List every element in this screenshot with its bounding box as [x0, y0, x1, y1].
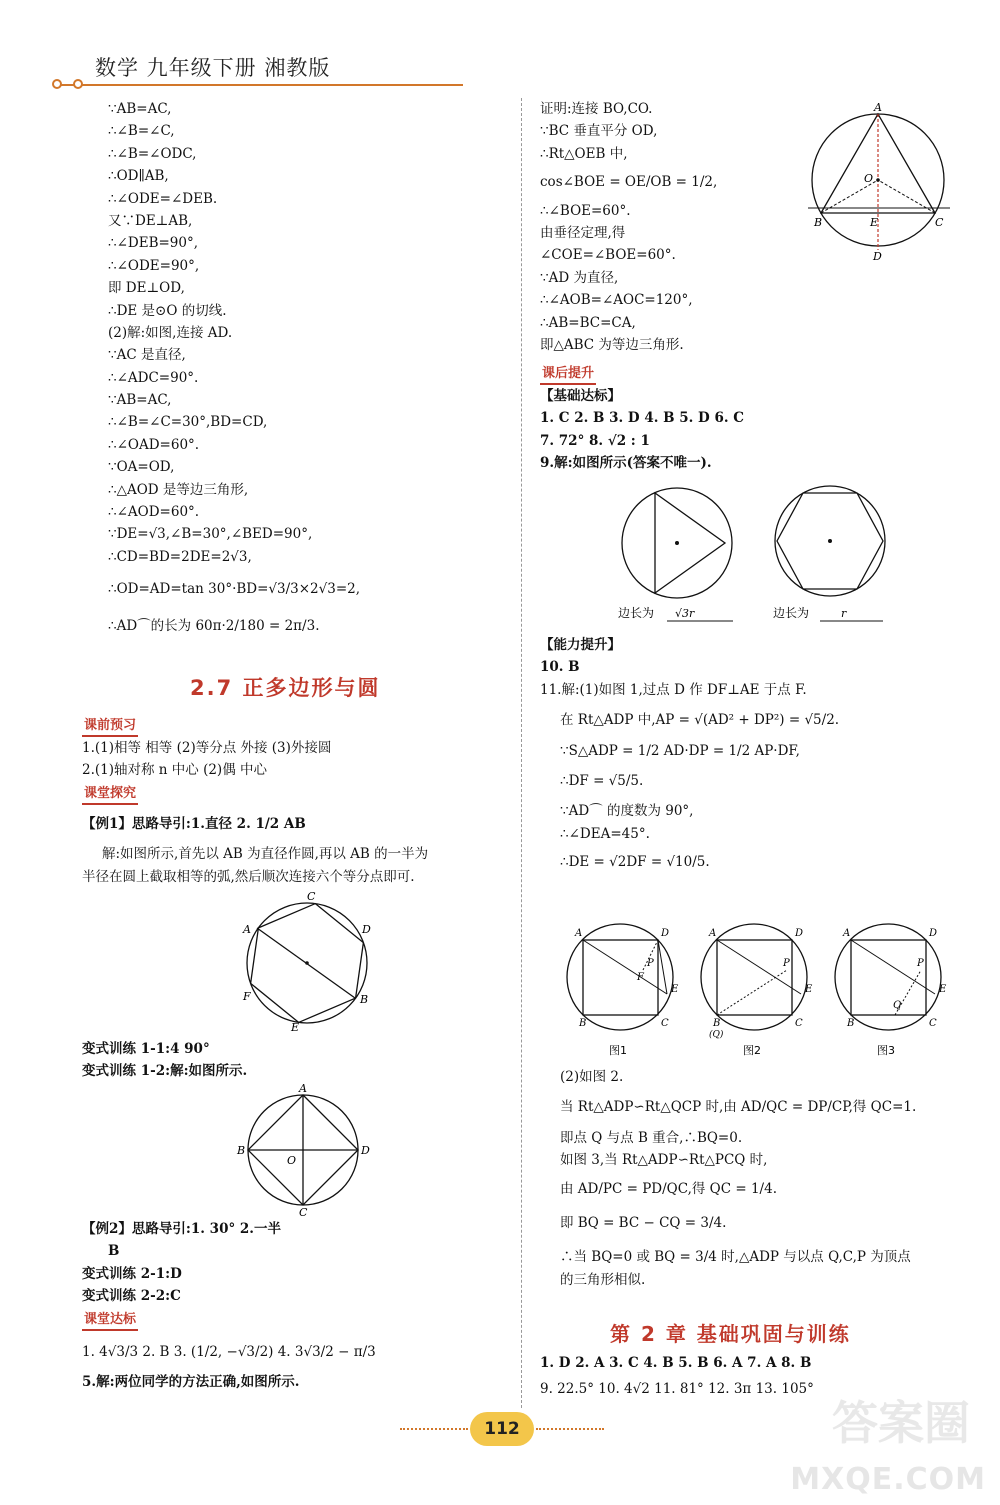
- point-label: P: [783, 958, 790, 969]
- point-label: E: [870, 216, 879, 229]
- text-line: 1. 4√3/3 2. B 3. (1/2, −√3/2) 4. 3√3/2 − π/3: [82, 1343, 376, 1360]
- text-line: 1.(1)相等 相等 (2)等分点 外接 (3)外接圆: [82, 740, 332, 756]
- text-line: ∴∠B=∠C,: [108, 123, 175, 140]
- point-label: D: [795, 928, 804, 939]
- text-line: ∴∠BOE=60°.: [540, 202, 631, 219]
- point-label: A: [575, 928, 583, 939]
- text-line: (2)如图 2.: [560, 1069, 624, 1085]
- text-line: 变式训练 2-2:C: [82, 1288, 181, 1305]
- caption: 边长为: [618, 606, 655, 620]
- text-line: ∴∠DEB=90°,: [108, 235, 199, 252]
- point-label: D: [362, 923, 371, 936]
- text-line: ∵AC 是直径,: [108, 347, 186, 364]
- point-label: A: [243, 923, 251, 936]
- text-line: ∵OA=OD,: [108, 459, 175, 476]
- text-line: ∠COE=∠BOE=60°.: [540, 247, 676, 264]
- text-line: ∵BC 垂直平分 OD,: [540, 123, 658, 140]
- figure-caption: 图2: [743, 1044, 761, 1057]
- point-label: A: [874, 101, 882, 114]
- watermark-logo: 答案圈: [832, 1396, 970, 1450]
- left-lower-column: [82, 714, 512, 888]
- text-line: ∴∠AOB=∠AOC=120°,: [540, 292, 693, 309]
- text-line: 即 BQ = BC − CQ = 3/4.: [560, 1214, 727, 1231]
- text-line: ∵AB=AC,: [108, 392, 172, 409]
- header-rule: [58, 84, 463, 86]
- text-line: 又∵DE⊥AB,: [108, 212, 193, 229]
- text-line: ∴DE 是⊙O 的切线.: [108, 302, 227, 319]
- text-line: 1. C 2. B 3. D 4. B 5. D 6. C: [540, 410, 744, 427]
- text-line: ∴∠ADC=90°.: [108, 369, 199, 386]
- proof-lines: [108, 98, 508, 568]
- text-line: 即点 Q 与点 B 重合,∴BQ=0.: [560, 1129, 743, 1146]
- point-label: E: [939, 984, 947, 995]
- section-tag: 课堂探究: [82, 785, 138, 805]
- text-line: 由垂径定理,得: [540, 224, 626, 241]
- text-line: ∵AB=AC,: [108, 101, 172, 117]
- caption-value: r: [841, 607, 847, 620]
- text-line: 解:如图所示,首先以 AB 为直径作圆,再以 AB 的一半为: [102, 846, 429, 863]
- ability-block: [540, 634, 970, 874]
- text-line: ∴△AOD 是等边三角形,: [108, 481, 249, 498]
- watermark-text: MXQE.COM: [790, 1462, 986, 1497]
- text-line: ∴∠B=∠ODC,: [108, 145, 197, 162]
- point-label: O: [287, 1154, 297, 1167]
- fig9-figure: [615, 485, 905, 630]
- point-label: F: [637, 972, 644, 983]
- text-line: 10. B: [540, 659, 580, 676]
- example-2-block: [82, 1218, 502, 1393]
- text-line: ∴DE = √2DF = √10/5.: [560, 854, 710, 871]
- page-number: 112: [470, 1412, 534, 1446]
- point-label: A: [709, 928, 717, 939]
- header-dot-icon: [52, 79, 62, 89]
- text-line: 5.解:两位同学的方法正确,如图所示.: [82, 1373, 300, 1390]
- square-in-circle-figure: [235, 1082, 375, 1217]
- point-label: D: [661, 928, 670, 939]
- text-line: 当 Rt△ADP∽Rt△QCP 时,由 AD/QC = DP/CP,得 QC=1.: [560, 1099, 917, 1116]
- after-class-block: [540, 362, 970, 475]
- text-line: ∵S△ADP = 1/2 AD·DP = 1/2 AP·DF,: [560, 742, 800, 759]
- variant-block: [82, 1038, 247, 1083]
- caption: 边长为: [773, 606, 810, 620]
- text-line: 证明:连接 BO,CO.: [540, 101, 653, 117]
- text-line: ∴∠OAD=60°.: [108, 436, 200, 453]
- section-tag: 课堂达标: [82, 1311, 138, 1331]
- point-label: B: [360, 993, 369, 1006]
- section-tag: 课前预习: [82, 717, 138, 737]
- text-line: 变式训练 1-1:4 90°: [82, 1041, 210, 1057]
- section-tag: 课后提升: [540, 365, 596, 385]
- point-label: C: [299, 1206, 308, 1217]
- text-line: 即 DE⊥OD,: [108, 280, 185, 297]
- header-dot-icon: [73, 79, 83, 89]
- text-line: ∴CD=BD=2DE=2√3,: [108, 548, 252, 565]
- point-label: B: [814, 216, 823, 229]
- text-line: 如图 3,当 Rt△ADP∽Rt△PCQ 时,: [560, 1152, 768, 1169]
- text-line: 【例2】思路导引:1. 30° 2.一半: [82, 1221, 281, 1237]
- triangle-figure: [800, 100, 970, 265]
- text-line: ∴∠B=∠C=30°,BD=CD,: [108, 414, 268, 431]
- point-label: D: [873, 250, 882, 263]
- point-label: B: [579, 1018, 587, 1029]
- text-line: ∴∠ODE=90°,: [108, 257, 200, 274]
- point-label: O: [864, 172, 874, 185]
- text-line: 9.解:如图所示(答案不唯一).: [540, 455, 712, 472]
- chapter-title: 第 2 章 基础巩固与训练: [610, 1322, 851, 1346]
- example-line: 【例1】思路导引:1.直径 2. 1/2 AB: [82, 815, 306, 832]
- text-line: 【能力提升】: [540, 637, 621, 653]
- formula-line: cos∠BOE = OE/OB = 1/2,: [540, 174, 718, 191]
- point-label: C: [307, 890, 316, 903]
- text-line: ∴AB=BC=CA,: [540, 314, 636, 331]
- point-label: P: [647, 958, 654, 969]
- text-line: ∵AD⌒ 的度数为 90°,: [560, 803, 694, 820]
- text-line: ∴∠DEA=45°.: [560, 825, 650, 842]
- text-line: ∴Rt△OEB 中,: [540, 145, 628, 162]
- text-line: 变式训练 1-2:解:如图所示.: [82, 1063, 248, 1080]
- q11-part2: [560, 1066, 970, 1291]
- point-label: B: [237, 1144, 246, 1157]
- text-line: 半径在圆上截取相等的弧,然后顺次连接六个等分点即可.: [82, 868, 415, 885]
- column-divider: [521, 98, 522, 1408]
- text-line: ∴∠AOD=60°.: [108, 504, 200, 521]
- formula-line: ∴AD⌒的长为 60π·2/180 = 2π/3.: [108, 617, 320, 634]
- point-label: (Q): [709, 1030, 724, 1040]
- text-line: (2)解:如图,连接 AD.: [108, 324, 233, 341]
- point-label: C: [795, 1018, 803, 1029]
- left-column: [108, 98, 508, 637]
- text-line: 的三角形相似.: [560, 1271, 646, 1288]
- text-line: 【基础达标】: [540, 388, 621, 404]
- fig11-figures: [565, 922, 955, 1062]
- point-label: B: [713, 1018, 721, 1029]
- point-label: C: [929, 1018, 937, 1029]
- figure-caption: 图3: [877, 1044, 895, 1057]
- caption-value: √3r: [675, 607, 695, 620]
- hexagon-figure: [235, 888, 385, 1038]
- point-label: D: [929, 928, 938, 939]
- point-label: E: [291, 1021, 300, 1034]
- point-label: E: [671, 984, 679, 995]
- point-label: C: [935, 216, 944, 229]
- text-line: ∵DE=√3,∠B=30°,∠BED=90°,: [108, 526, 313, 543]
- page-number-rule: [400, 1428, 468, 1432]
- text-line: 9. 22.5° 10. 4√2 11. 81° 12. 3π 13. 105°: [540, 1381, 814, 1398]
- figure-caption: 图1: [609, 1044, 627, 1057]
- section-title: 2.7 正多边形与圆: [190, 676, 381, 700]
- formula-line: ∴OD=AD=tan 30°·BD=√3/3×2√3=2,: [108, 581, 361, 598]
- point-label: E: [805, 984, 813, 995]
- point-label: P: [917, 958, 924, 969]
- text-line: ∴OD∥AB,: [108, 168, 169, 185]
- text-line: 11.解:(1)如图 1,过点 D 作 DF⊥AE 于点 F.: [540, 681, 807, 698]
- point-label: F: [243, 990, 251, 1003]
- text-line: ∵AD 为直径,: [540, 269, 619, 286]
- text-line: 1. D 2. A 3. C 4. B 5. B 6. A 7. A 8. B: [540, 1355, 812, 1371]
- text-line: 2.(1)轴对称 n 中心 (2)偶 中心: [82, 762, 267, 779]
- text-line: ∴∠ODE=∠DEB.: [108, 190, 218, 207]
- text-line: 即△ABC 为等边三角形.: [540, 336, 684, 353]
- page-number-rule: [536, 1428, 604, 1432]
- point-label: C: [661, 1018, 669, 1029]
- point-label: Q: [893, 1000, 902, 1011]
- point-label: D: [361, 1144, 370, 1157]
- point-label: A: [299, 1082, 307, 1095]
- text-line: 7. 72° 8. √2 : 1: [540, 432, 650, 449]
- text-line: B: [108, 1243, 120, 1260]
- point-label: A: [843, 928, 851, 939]
- text-line: 由 AD/PC = PD/QC,得 QC = 1/4.: [560, 1180, 777, 1197]
- text-line: ∴当 BQ=0 或 BQ = 3/4 时,△ADP 与以点 Q,C,P 为顶点: [560, 1249, 911, 1266]
- page-header-title: 数学 九年级下册 湘教版: [95, 56, 331, 80]
- text-line: 在 Rt△ADP 中,AP = √(AD² + DP²) = √5/2.: [560, 712, 840, 729]
- point-label: B: [847, 1018, 855, 1029]
- text-line: 变式训练 2-1:D: [82, 1265, 182, 1282]
- text-line: ∴DF = √5/5.: [560, 772, 644, 789]
